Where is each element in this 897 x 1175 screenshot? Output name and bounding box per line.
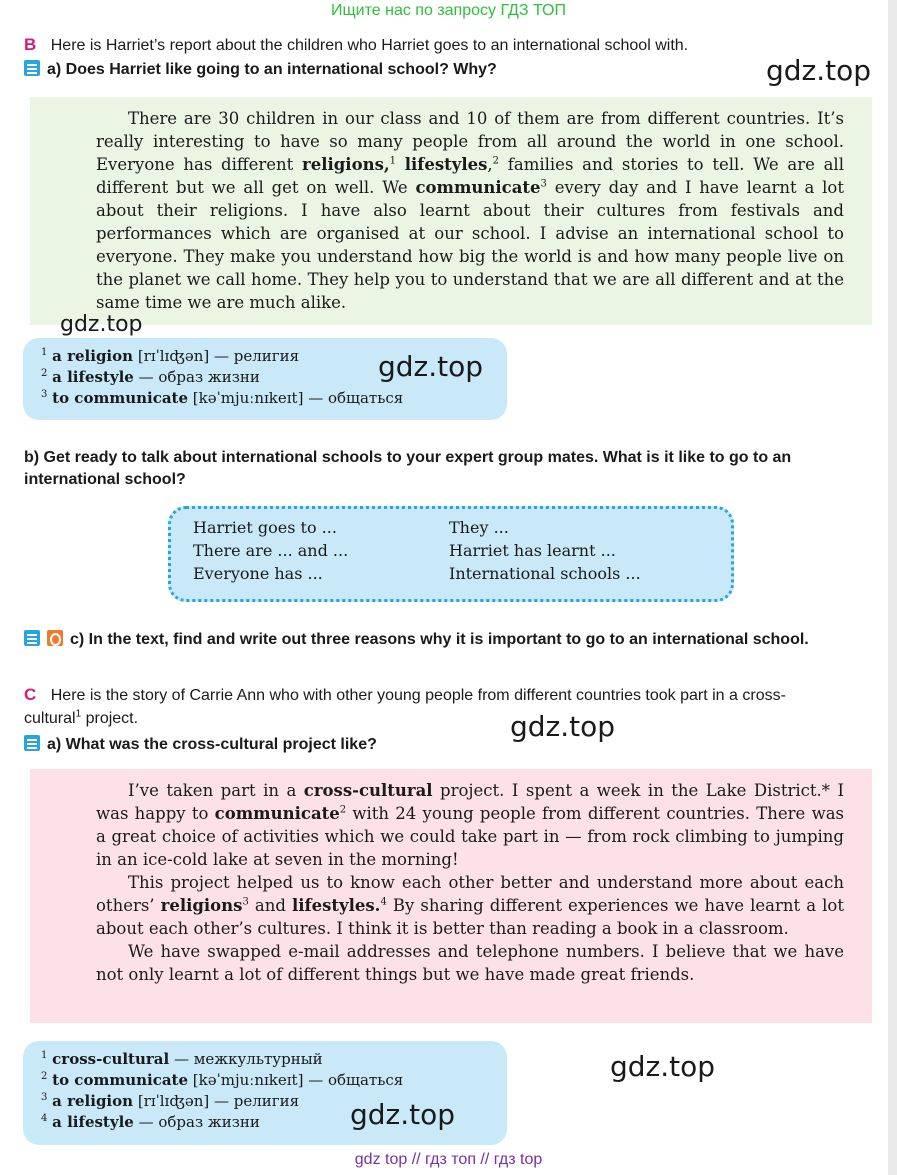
- watermark: gdz.top: [610, 1050, 716, 1083]
- glossary-item: $^1$ a religion [rɪˈlɪʤən] — религия: [41, 347, 300, 365]
- glossary-item: $^2$ to communicate [kəˈmjuːnɪkeɪt] — общаться: [41, 1071, 404, 1089]
- section-b-intro-text: Here is Harriet’s report about the children who Harriet goes to an international school with.: [50, 37, 689, 54]
- section-c-intro-tail: project.: [81, 710, 139, 727]
- section-c-intro-text: Here is the story of Carrie Ann who with other young people from different countries took part in a cross-cultural: [24, 687, 786, 727]
- section-c-intro: [24, 683, 814, 730]
- task-b-a: [24, 59, 744, 81]
- list-icon: [24, 60, 40, 76]
- list-icon: [24, 735, 40, 751]
- prompts-right: [449, 516, 641, 585]
- watermark: gdz.top: [60, 312, 143, 337]
- watermark: gdz.top: [766, 54, 872, 87]
- bottom-banner: gdz top // гдз топ // гдз top: [354, 1151, 543, 1168]
- prompt: They ...: [449, 518, 509, 537]
- speaking-prompts: [168, 506, 734, 602]
- prompt: Everyone has ...: [193, 564, 323, 583]
- glossary-item: $^4$ a lifestyle — образ жизни: [41, 1113, 260, 1131]
- section-b-intro: [24, 33, 844, 57]
- glossary-item: $^1$ cross-cultural — межкультурный: [41, 1050, 323, 1068]
- watermark: gdz.top: [350, 1098, 456, 1131]
- carrie-story-box: [30, 769, 872, 1023]
- prompt: Harriet goes to ...: [193, 518, 337, 537]
- top-banner: Ищите нас по запросу ГДЗ ТОП: [331, 2, 566, 19]
- story-paragraph: We have swapped e-mail addresses and telephone numbers. I believe that we have not only learnt a lot of different things but we have made great friends.: [96, 942, 844, 984]
- footnote-mark: 1: [75, 708, 82, 720]
- write-icon: [47, 630, 63, 646]
- prompt: Harriet has learnt ...: [449, 541, 616, 560]
- section-b-letter: B: [24, 35, 37, 54]
- glossary-item: $^3$ a religion [rɪˈlɪʤən] — религия: [41, 1092, 300, 1110]
- harriet-report-text: There are 30 children in our class and 10 of them are from different countries. It’s really interesting to have so many people from all around the world in one school. Everyone has different religions,$^1$ lifestyles,$^2$ families and stories to tell. We are all different but we all get on well. We communicate$^3$ every day and I have learnt a lot about their religions. I have also learnt about their cultures from festivals and performances which are organised at our school. I advise an international school to everyone. They make you understand how big the world is and how many people live on the planet we call home. They help you to understand that we are all different and at the same time we are much alike.: [96, 109, 844, 312]
- watermark: gdz.top: [378, 350, 484, 383]
- list-icon: [24, 630, 40, 646]
- task-c-a: [24, 734, 504, 756]
- right-rail: [888, 0, 897, 1175]
- harriet-report-box: [30, 97, 872, 325]
- task-b-c: [24, 629, 824, 651]
- glossary-item: $^3$ to communicate [kəˈmjuːnɪkeɪt] — общаться: [41, 389, 404, 407]
- task-c-a-text: a) What was the cross-cultural project like?: [47, 736, 377, 753]
- prompt: There are ... and ...: [193, 541, 349, 560]
- watermark: gdz.top: [510, 710, 616, 743]
- glossary-item: $^2$ a lifestyle — образ жизни: [41, 368, 260, 386]
- story-paragraph: This project helped us to know each other better and understand more about each others’ religions$^3$ and lifestyles.$^4$ By sharing different experiences we have learnt a lot about each other’s cultures. I think it is better than reading a book in a classroom.: [96, 873, 844, 938]
- story-paragraph: I’ve taken part in a cross-cultural project. I spent a week in the Lake District.* I was happy to communicate$^2$ with 24 young people from different countries. There was a great choice of activities which we could take part in — from rock climbing to jumping in an ice-cold lake at seven in the morning!: [96, 781, 845, 869]
- task-b-b: b) Get ready to talk about international schools to your expert group mates. What is it like to go to an international school?: [24, 449, 792, 488]
- section-c-letter: C: [24, 685, 37, 704]
- prompt: International schools ...: [449, 564, 641, 583]
- task-b-a-text: a) Does Harriet like going to an international school? Why?: [47, 61, 497, 78]
- task-b-c-text: c) In the text, find and write out three reasons why it is important to go to an international school.: [70, 631, 809, 648]
- prompts-left: [193, 516, 348, 585]
